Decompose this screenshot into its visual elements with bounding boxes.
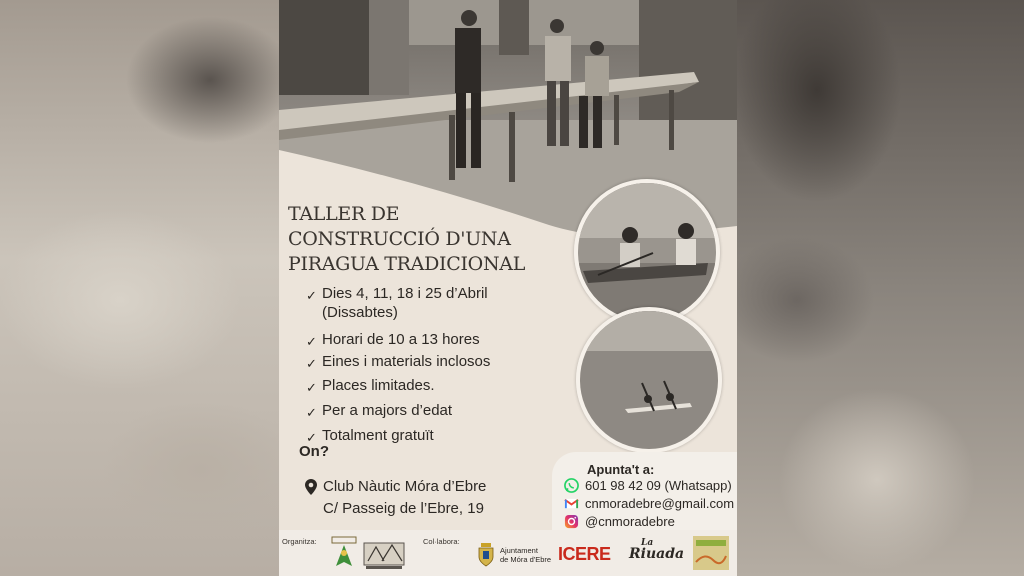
email-address: cnmoradebre@gmail.com: [585, 496, 735, 511]
item-text: Per a majors d’edat: [322, 402, 453, 419]
title-line: CONSTRUCCIÓ D'UNA: [288, 228, 511, 250]
item-text: Totalment gratuït: [322, 427, 434, 444]
address-line: Club Nàutic Móra d’Ebre: [323, 478, 487, 495]
item-text: Eines i materials inclosos: [322, 353, 491, 370]
address-line: C/ Passeig de l’Ebre, 19: [323, 500, 484, 517]
gmail-icon: [564, 496, 579, 511]
ajuntament-shield-logo: [478, 543, 494, 567]
contact-heading: Apunta't a:: [587, 462, 655, 477]
list-item: [306, 401, 490, 420]
poster: [279, 0, 737, 576]
check-icon: ✓: [306, 380, 317, 395]
details-list: [306, 284, 490, 445]
check-icon: ✓: [306, 405, 317, 420]
item-text: Horari de 10 a 13 hores: [322, 331, 480, 348]
title-line: TALLER DE: [288, 203, 400, 225]
icere-logo: ICERE: [558, 544, 611, 564]
item-text: Dies 4, 11, 18 i 25 d’Abril: [322, 285, 488, 302]
check-icon: ✓: [306, 356, 317, 371]
riuada-line: Riuada: [629, 546, 685, 562]
whatsapp-contact[interactable]: [564, 478, 732, 493]
whatsapp-icon: [564, 478, 579, 493]
ajuntament-line: de Móra d'Ebre: [500, 555, 552, 564]
kayak-river-photo: [576, 307, 722, 453]
check-icon: ✓: [306, 288, 317, 303]
list-item: [306, 426, 490, 445]
list-item: [306, 376, 490, 395]
rowers-photo: [574, 179, 720, 325]
sponsor-logo-square: [693, 536, 729, 570]
whatsapp-number: 601 98 42 09 (Whatsapp): [585, 478, 732, 493]
la-riuada-logo: [629, 538, 684, 562]
collabora-label: Col·labora:: [423, 537, 460, 546]
ajuntament-logo-text: [500, 546, 551, 564]
map-pin-icon: [305, 479, 317, 495]
museum-logo: [362, 537, 406, 571]
list-item: [306, 330, 490, 349]
email-contact[interactable]: [564, 496, 734, 511]
instagram-contact[interactable]: [564, 514, 675, 529]
check-icon: ✓: [306, 334, 317, 349]
check-icon: ✓: [306, 430, 317, 445]
ajuntament-line: Ajuntament: [500, 546, 538, 555]
poster-title: [288, 202, 548, 277]
organitza-label: Organitza:: [282, 537, 317, 546]
instagram-icon: [564, 514, 579, 529]
list-item: [306, 284, 490, 322]
item-text: Places limitades.: [322, 377, 435, 394]
title-line: PIRAGUA TRADICIONAL: [288, 253, 526, 275]
blurred-background-right: [737, 0, 1024, 576]
address: [305, 476, 486, 520]
blurred-background-left: [0, 0, 279, 576]
where-heading: On?: [299, 443, 329, 460]
item-text: (Dissabtes): [322, 304, 398, 321]
riuada-line: La: [641, 538, 654, 548]
club-nautic-logo: [331, 536, 357, 572]
instagram-handle: @cnmoradebre: [585, 514, 675, 529]
list-item: [306, 352, 490, 371]
